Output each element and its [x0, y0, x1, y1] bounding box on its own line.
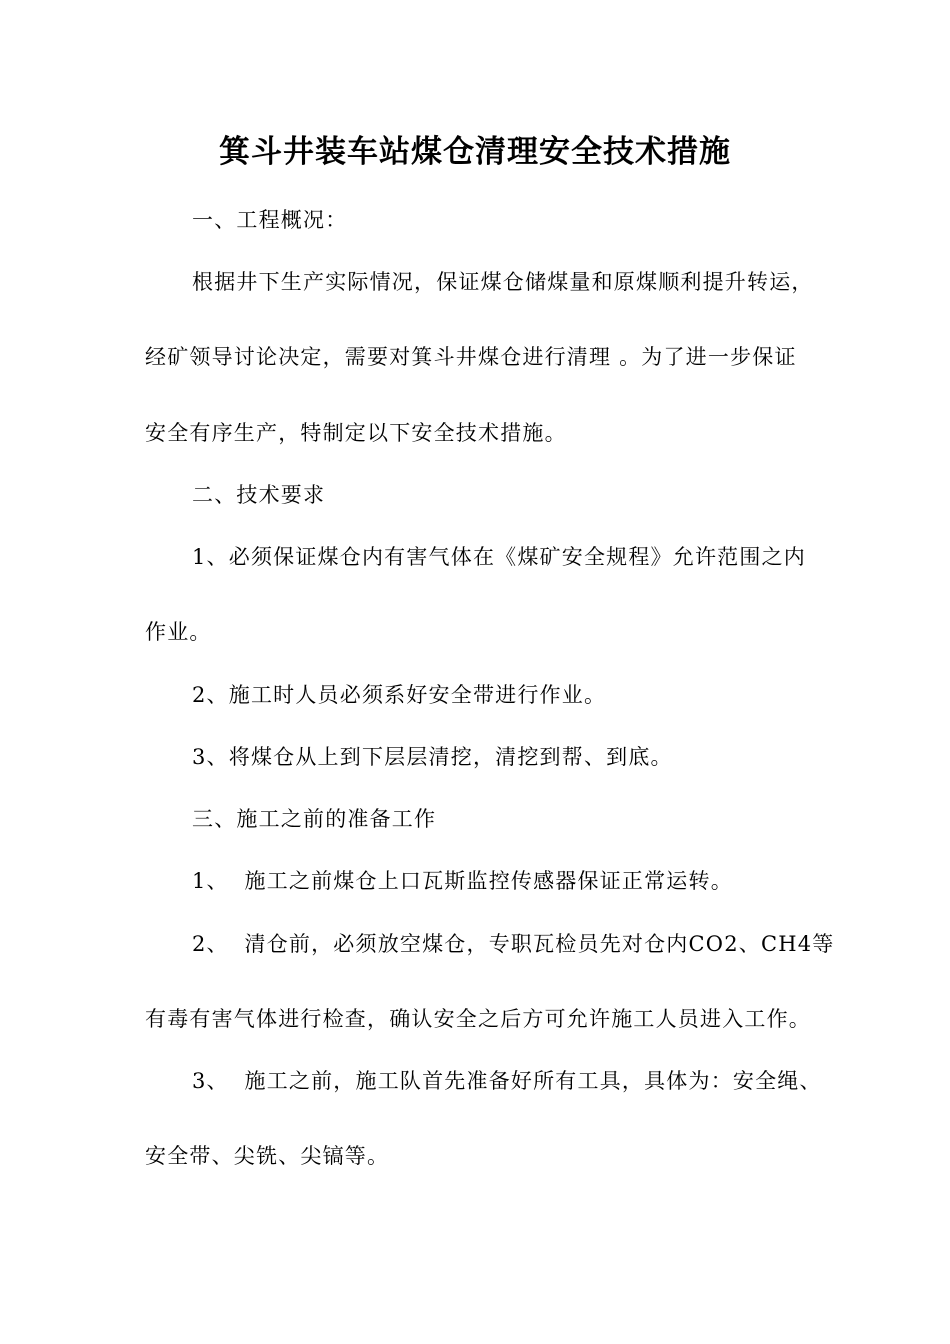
- list-item: 2、 清仓前，必须放空煤仓，专职瓦检员先对仓内CO2、CH4等: [192, 932, 835, 956]
- list-item-continuation: 安全带、尖铣、尖镐等。: [145, 1144, 390, 1168]
- list-item: 1、 施工之前煤仓上口瓦斯监控传感器保证正常运转。: [192, 869, 733, 893]
- list-item: 3、将煤仓从上到下层层清挖，清挖到帮、到底。: [192, 745, 673, 769]
- list-item: 2、施工时人员必须系好安全带进行作业。: [192, 683, 607, 707]
- section-heading-preparation: 三、施工之前的准备工作: [192, 807, 437, 831]
- list-item-continuation: 有毒有害气体进行检查，确认安全之后方可允许施工人员进入工作。: [145, 1007, 811, 1031]
- list-item: 3、 施工之前，施工队首先准备好所有工具，具体为：安全绳、: [192, 1069, 822, 1093]
- paragraph-line: 经矿领导讨论决定，需要对箕斗井煤仓进行清理 。为了进一步保证: [145, 345, 797, 369]
- list-item: 1、必须保证煤仓内有害气体在《煤矿安全规程》允许范围之内: [192, 545, 806, 569]
- list-item-continuation: 作业。: [145, 620, 212, 644]
- section-heading-overview: 一、工程概况：: [192, 208, 348, 232]
- document-title: 箕斗井装车站煤仓清理安全技术措施: [219, 134, 731, 170]
- section-heading-technical-requirements: 二、技术要求: [192, 483, 326, 507]
- paragraph-line: 根据井下生产实际情况，保证煤仓储煤量和原煤顺利提升转运，: [192, 270, 814, 294]
- paragraph-line: 安全有序生产，特制定以下安全技术措施。: [145, 421, 567, 445]
